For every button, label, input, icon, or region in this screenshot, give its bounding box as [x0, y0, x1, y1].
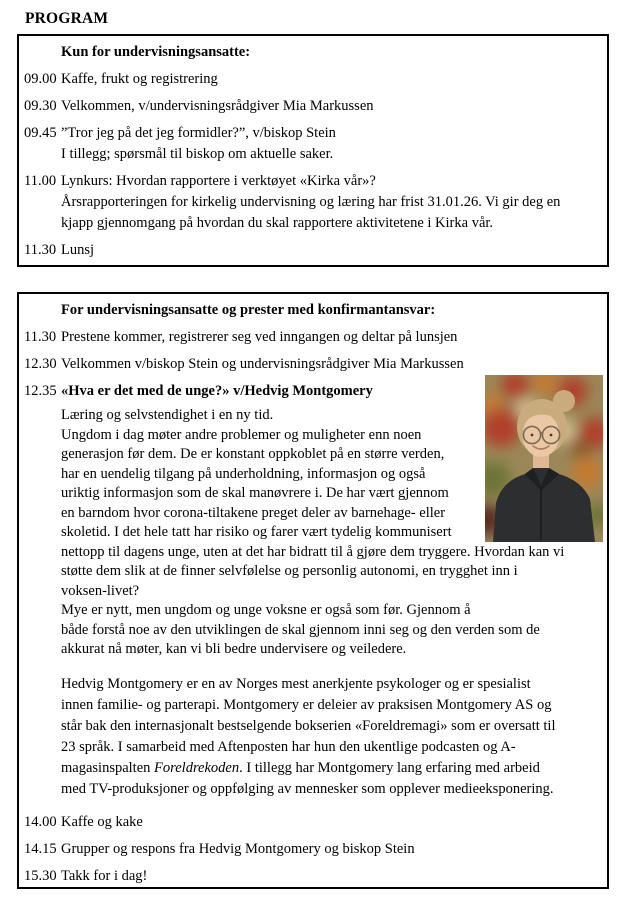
item-time: 12.30 [24, 356, 57, 372]
item-text: I tillegg; spørsmål til biskop om aktuelle saker. [61, 146, 334, 162]
item-text: Årsrapporteringen for kirkelig undervisning og læring har frist 31.01.26. Vi gir deg en [61, 194, 561, 210]
session2-header: For undervisningsansatte og prester med konfirmantansvar: [61, 302, 436, 318]
talk-description: Læring og selvstendighet i en ny tid. Ungdom i dag møter andre problemer og muligheter enn noen generasjon før dem. De er konstant oppkoblet på en større verden, har en uendelig tilgang på underholdning, informasjon og også uriktig informasjon som de skal manøvrere i. De har vært gjennom en barndom hvor corona-tiltakene preget deler av barnehage- eller skoletid. I det hele tatt har risiko og farer vært tydelig kommunisert nettopp til dagens unge, uten at det har bidratt til å gjøre dem tryggere. Hvordan kan vi støtte dem slik at de finner selvfølelse og personlig autonomi, en trygghet inn i voksen-livet? Mye er nytt, men ungdom og unge voksne er også som før. Gjennom å både forstå noe av den utviklingen de skal gjennom inni seg og den verden som de akkurat nå møter, kan vi bli bedre undervisere og veiledere. [61, 407, 565, 657]
item-text: Lunsj [61, 242, 95, 258]
page-title: PROGRAM [25, 10, 109, 27]
session1-header: Kun for undervisningsansatte: [61, 44, 251, 60]
item-text: Grupper og respons fra Hedvig Montgomery og biskop Stein [61, 840, 415, 857]
item-time: 14.15 [24, 840, 57, 857]
talk-title: «Hva er det med de unge?» v/Hedvig Montgomery [61, 383, 373, 399]
item-text: Kaffe, frukt og registrering [61, 71, 218, 87]
item-text: Takk for i dag! [61, 867, 148, 884]
item-time: 09.30 [24, 98, 57, 114]
speaker-photo-illustration [485, 375, 603, 542]
schedule-item [24, 839, 605, 860]
item-time: 09.45 [24, 125, 57, 141]
item-text: Velkommen v/biskop Stein og undervisningsrådgiver Mia Markussen [61, 356, 464, 372]
bio-line-with-italic: magasinspalten Foreldrekoden. I tillegg har Montgomery lang erfaring med arbeid [61, 759, 540, 776]
speaker-photo [485, 375, 603, 542]
item-time: 11.00 [24, 173, 57, 189]
schedule-item [24, 69, 605, 90]
schedule-item [24, 123, 605, 165]
item-time: 15.30 [24, 867, 57, 884]
item-time: 11.30 [24, 329, 57, 345]
schedule-item [24, 171, 605, 234]
item-text: ”Tror jeg på det jeg formidler?”, v/biskop Stein [61, 125, 336, 141]
session-box-morning [17, 34, 609, 267]
item-text: Prestene kommer, registrerer seg ved inngangen og deltar på lunsjen [61, 329, 458, 345]
item-time: 12.35 [24, 383, 57, 399]
schedule-item [24, 354, 605, 375]
schedule-item [24, 240, 605, 261]
item-text: kjapp gjennomgang på hvordan du skal rapportere aktivitetene i Kirka vår. [61, 215, 494, 231]
item-text: Velkommen, v/undervisningsrådgiver Mia Markussen [61, 98, 374, 114]
schedule-item [24, 96, 605, 117]
schedule-item [24, 812, 605, 833]
item-text: Kaffe og kake [61, 813, 143, 830]
item-time: 14.00 [24, 813, 57, 830]
schedule-item [24, 327, 605, 348]
item-time: 11.30 [24, 242, 57, 258]
podcast-column-name: Foreldrekoden [154, 759, 240, 776]
item-text: Lynkurs: Hvordan rapportere i verktøyet «Kirka vår»? [61, 173, 376, 189]
speaker-bio: Hedvig Montgomery er en av Norges mest anerkjente psykologer og er spesialist innen familie- og parterapi. Montgomery er deleier av praksisen Montgomery AS og står bak den internasjonalt bestselgende bokserien «Foreldremagi» som er oversatt til 23 språk. I samarbeid med Aftenposten har hun den ukentlige podcasten og A- magasinspalten Foreldrekoden. I tillegg har Montgomery lang erfaring med arbeid med TV-produksjoner og oppfølging av mennesker som opplever medieeksponering. [61, 674, 605, 800]
item-time: 09.00 [24, 71, 57, 87]
session-box-afternoon [17, 292, 609, 889]
schedule-item [24, 866, 605, 887]
